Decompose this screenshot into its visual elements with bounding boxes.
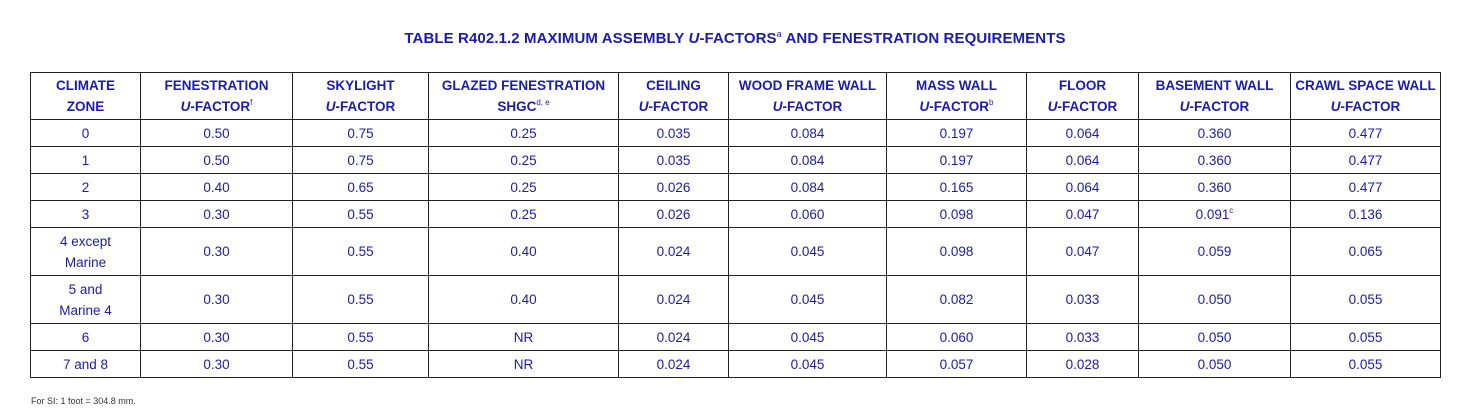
value-text: 0.064 (1065, 152, 1100, 168)
value-text: 0.55 (347, 329, 374, 345)
u-factor-table (30, 72, 1441, 378)
value-text: 0.045 (790, 329, 825, 345)
table-row (31, 276, 1441, 324)
value-cell (1027, 324, 1139, 351)
table-row (31, 147, 1441, 174)
table-row (31, 201, 1441, 228)
value-cell (1027, 228, 1139, 276)
value-cell (1139, 228, 1291, 276)
column-header-line1: CRAWL SPACE WALL (1295, 78, 1436, 93)
column-header-italic: U (772, 99, 783, 114)
title-prefix: TABLE R402.1.2 MAXIMUM ASSEMBLY (404, 30, 689, 47)
value-text: 0.026 (656, 206, 691, 222)
value-text: 0.026 (656, 179, 691, 195)
climate-zone-label: 2 (81, 179, 90, 195)
value-text: 0.065 (1348, 244, 1383, 259)
column-header-line1: SKYLIGHT (326, 78, 395, 93)
value-cell (1139, 276, 1291, 324)
column-header-line2 (920, 99, 994, 114)
value-text: 0.033 (1065, 329, 1100, 345)
column-header-line2 (497, 99, 549, 114)
climate-zone-cell (31, 228, 141, 276)
value-cell (1027, 201, 1139, 228)
title-italic-u: U (688, 30, 700, 47)
value-text: 0.033 (1065, 292, 1100, 307)
column-header-unit: -FACTOR (782, 99, 843, 114)
table-row (31, 228, 1441, 276)
value-text: 0.024 (656, 356, 691, 372)
climate-zone-cell (31, 324, 141, 351)
column-header-italic: U (1179, 99, 1190, 114)
value-cell (1027, 147, 1139, 174)
value-text: 0.477 (1348, 152, 1383, 168)
column-header-footnote-mark: f (250, 98, 253, 107)
value-text: 0.25 (510, 179, 537, 195)
column-header-line1: CLIMATE (56, 78, 115, 93)
column-header-line2 (1180, 99, 1250, 114)
value-text: 0.136 (1348, 206, 1383, 222)
value-text: 0.165 (939, 179, 974, 195)
column-header (1139, 73, 1291, 120)
si-footnote: For SI: 1 foot = 304.8 mm. (31, 396, 136, 406)
value-cell (293, 324, 429, 351)
value-cell (141, 120, 293, 147)
value-text: 0.25 (510, 152, 537, 168)
column-header-unit: -FACTOR (190, 99, 251, 114)
value-cell (619, 228, 729, 276)
value-text: 0.064 (1065, 125, 1100, 141)
column-header (887, 73, 1027, 120)
value-cell (1139, 120, 1291, 147)
value-text: 0.060 (939, 329, 974, 345)
value-cell (429, 174, 619, 201)
value-text: 0.024 (656, 292, 691, 307)
value-cell (887, 174, 1027, 201)
value-text: 0.098 (939, 244, 974, 259)
value-cell (1139, 147, 1291, 174)
value-cell (1291, 120, 1441, 147)
value-text: 0.057 (939, 356, 974, 372)
value-cell (141, 324, 293, 351)
value-cell (887, 120, 1027, 147)
climate-zone-label: 1 (81, 152, 90, 168)
value-cell (1291, 324, 1441, 351)
value-cell (1291, 351, 1441, 378)
value-cell (887, 324, 1027, 351)
climate-zone-label: Marine (64, 254, 107, 270)
value-text: 0.024 (656, 244, 691, 259)
value-text: 0.30 (203, 292, 230, 307)
value-cell (729, 276, 887, 324)
column-header-unit: -FACTOR (1057, 99, 1118, 114)
climate-zone-cell (31, 201, 141, 228)
value-cell (429, 276, 619, 324)
value-text: 0.360 (1197, 179, 1232, 195)
climate-zone-label: 4 except (59, 233, 112, 249)
value-cell (141, 228, 293, 276)
column-header-line1: MASS WALL (916, 78, 997, 93)
value-text: 0.084 (790, 152, 825, 168)
value-text: NR (513, 329, 534, 345)
value-text: 0.050 (1197, 356, 1232, 372)
column-header (293, 73, 429, 120)
value-text: 0.064 (1065, 179, 1100, 195)
value-text: 0.50 (203, 125, 230, 141)
value-text: 0.40 (510, 292, 537, 307)
value-cell (293, 174, 429, 201)
value-cell (141, 201, 293, 228)
value-cell (619, 174, 729, 201)
value-cell (141, 276, 293, 324)
column-header-line2 (181, 99, 253, 114)
value-cell (293, 228, 429, 276)
value-cell (141, 351, 293, 378)
value-cell (619, 351, 729, 378)
column-header-line1: CEILING (646, 78, 701, 93)
value-cell (729, 351, 887, 378)
value-cell (1291, 201, 1441, 228)
value-cell (619, 147, 729, 174)
climate-zone-cell (31, 147, 141, 174)
table-body (31, 120, 1441, 378)
column-header (141, 73, 293, 120)
value-text: 0.30 (203, 356, 230, 372)
value-cell (729, 201, 887, 228)
value-cell (141, 147, 293, 174)
column-header-italic: U (1330, 99, 1341, 114)
value-cell (141, 174, 293, 201)
value-cell (293, 147, 429, 174)
column-header-line2 (773, 99, 843, 114)
value-text: 0.045 (790, 292, 825, 307)
value-cell (887, 351, 1027, 378)
column-header-italic: U (180, 99, 191, 114)
climate-zone-label: 0 (81, 125, 90, 141)
column-header-unit: -FACTOR (335, 99, 396, 114)
value-text: 0.082 (939, 292, 974, 307)
column-header-unit: SHGC (497, 99, 537, 114)
column-header-unit: -FACTOR (648, 99, 709, 114)
column-header-italic: U (638, 99, 649, 114)
value-text: 0.30 (203, 206, 230, 222)
value-cell (619, 324, 729, 351)
value-cell (1139, 201, 1291, 228)
column-header-footnote-mark: b (989, 98, 994, 107)
value-text: 0.084 (790, 125, 825, 141)
value-text: 0.035 (656, 125, 691, 141)
value-footnote-mark: c (1229, 205, 1234, 215)
value-cell (1027, 351, 1139, 378)
value-text: 0.55 (347, 356, 374, 372)
value-cell (619, 120, 729, 147)
value-text: 0.084 (790, 179, 825, 195)
climate-zone-cell (31, 174, 141, 201)
value-text: 0.65 (347, 179, 374, 195)
value-text: 0.50 (203, 152, 230, 168)
value-text: 0.047 (1065, 244, 1100, 259)
value-text: 0.55 (347, 292, 374, 307)
column-header-line2 (1331, 99, 1401, 114)
value-text: 0.75 (347, 152, 374, 168)
column-header-italic: U (1047, 99, 1058, 114)
column-header-unit: ZONE (66, 99, 105, 114)
value-cell (1291, 174, 1441, 201)
table-row (31, 351, 1441, 378)
value-text: 0.197 (939, 125, 974, 141)
column-header-line2 (326, 99, 396, 114)
column-header-line1: FLOOR (1058, 78, 1107, 93)
value-text: 0.55 (347, 206, 374, 222)
column-header-line1: GLAZED FENESTRATION (441, 78, 606, 93)
value-cell (887, 276, 1027, 324)
climate-zone-label: Marine 4 (59, 302, 112, 318)
value-cell (887, 201, 1027, 228)
value-text: 0.045 (790, 356, 825, 372)
value-cell (1291, 228, 1441, 276)
value-cell (293, 276, 429, 324)
column-header (1291, 73, 1441, 120)
climate-zone-label: 6 (81, 329, 90, 345)
column-header-line1: WOOD FRAME WALL (738, 78, 877, 93)
value-text: 0.40 (510, 244, 537, 259)
value-cell (293, 120, 429, 147)
table-row (31, 324, 1441, 351)
value-text: 0.30 (203, 244, 230, 259)
value-cell (1027, 120, 1139, 147)
value-text: 0.060 (790, 206, 825, 222)
column-header (429, 73, 619, 120)
climate-zone-label: 3 (81, 206, 90, 222)
value-cell (1027, 276, 1139, 324)
climate-zone-cell (31, 351, 141, 378)
value-text: 0.055 (1348, 292, 1383, 307)
title-footnote-mark: a (776, 29, 782, 39)
value-text: 0.360 (1197, 125, 1232, 141)
column-header-unit: -FACTOR (1189, 99, 1250, 114)
column-header-line1: BASEMENT WALL (1155, 78, 1274, 93)
value-text: 0.360 (1197, 152, 1232, 168)
value-cell (619, 201, 729, 228)
column-header-unit: -FACTOR (1340, 99, 1401, 114)
value-cell (429, 120, 619, 147)
climate-zone-label: 5 and (68, 281, 103, 297)
value-text: 0.024 (656, 329, 691, 345)
value-text: 0.050 (1197, 329, 1232, 345)
value-text: 0.028 (1065, 356, 1100, 372)
value-cell (729, 228, 887, 276)
column-header-footnote-mark: d, e (536, 98, 550, 107)
value-cell (887, 147, 1027, 174)
value-cell (293, 201, 429, 228)
table-row (31, 120, 1441, 147)
table-row (31, 174, 1441, 201)
value-text: 0.047 (1065, 206, 1100, 222)
value-cell (729, 147, 887, 174)
climate-zone-label: 7 and 8 (62, 356, 109, 372)
value-cell (1139, 351, 1291, 378)
column-header (729, 73, 887, 120)
column-header (619, 73, 729, 120)
value-text: 0.197 (939, 152, 974, 168)
value-cell (429, 147, 619, 174)
column-header-line1: FENESTRATION (164, 78, 269, 93)
column-header (31, 73, 141, 120)
value-cell (729, 174, 887, 201)
column-header-unit: -FACTOR (929, 99, 990, 114)
value-text: 0.035 (656, 152, 691, 168)
value-text: 0.75 (347, 125, 374, 141)
value-text: 0.477 (1348, 125, 1383, 141)
value-cell (1291, 276, 1441, 324)
value-text: 0.091 (1195, 206, 1230, 222)
value-text: 0.059 (1197, 244, 1232, 259)
column-header-italic: U (325, 99, 336, 114)
climate-zone-cell (31, 120, 141, 147)
value-cell (887, 228, 1027, 276)
value-text: 0.050 (1197, 292, 1232, 307)
column-header-line2 (639, 99, 709, 114)
value-cell (429, 324, 619, 351)
table-title (0, 30, 1470, 47)
column-header-italic: U (919, 99, 930, 114)
value-text: 0.25 (510, 125, 537, 141)
value-cell (729, 324, 887, 351)
value-text: NR (513, 356, 534, 372)
value-text: 0.055 (1348, 329, 1383, 345)
value-cell (429, 228, 619, 276)
value-cell (1291, 147, 1441, 174)
value-text: 0.55 (347, 244, 374, 259)
value-cell (619, 276, 729, 324)
value-cell (1139, 174, 1291, 201)
value-text: 0.30 (203, 329, 230, 345)
value-text: 0.25 (510, 206, 537, 222)
title-suffix: AND FENESTRATION REQUIREMENTS (781, 30, 1066, 47)
value-cell (729, 120, 887, 147)
column-header-line2 (67, 99, 105, 114)
value-text: 0.40 (203, 179, 230, 195)
title-middle: -FACTORS (699, 30, 777, 47)
column-header-line2 (1048, 99, 1118, 114)
value-cell (1139, 324, 1291, 351)
column-header (1027, 73, 1139, 120)
value-cell (429, 201, 619, 228)
value-text: 0.477 (1348, 179, 1383, 195)
value-text: 0.055 (1348, 356, 1383, 372)
value-cell (429, 351, 619, 378)
value-cell (1027, 174, 1139, 201)
value-cell (293, 351, 429, 378)
table-header-row (31, 73, 1441, 120)
value-text: 0.098 (939, 206, 974, 222)
climate-zone-cell (31, 276, 141, 324)
value-text: 0.045 (790, 244, 825, 259)
